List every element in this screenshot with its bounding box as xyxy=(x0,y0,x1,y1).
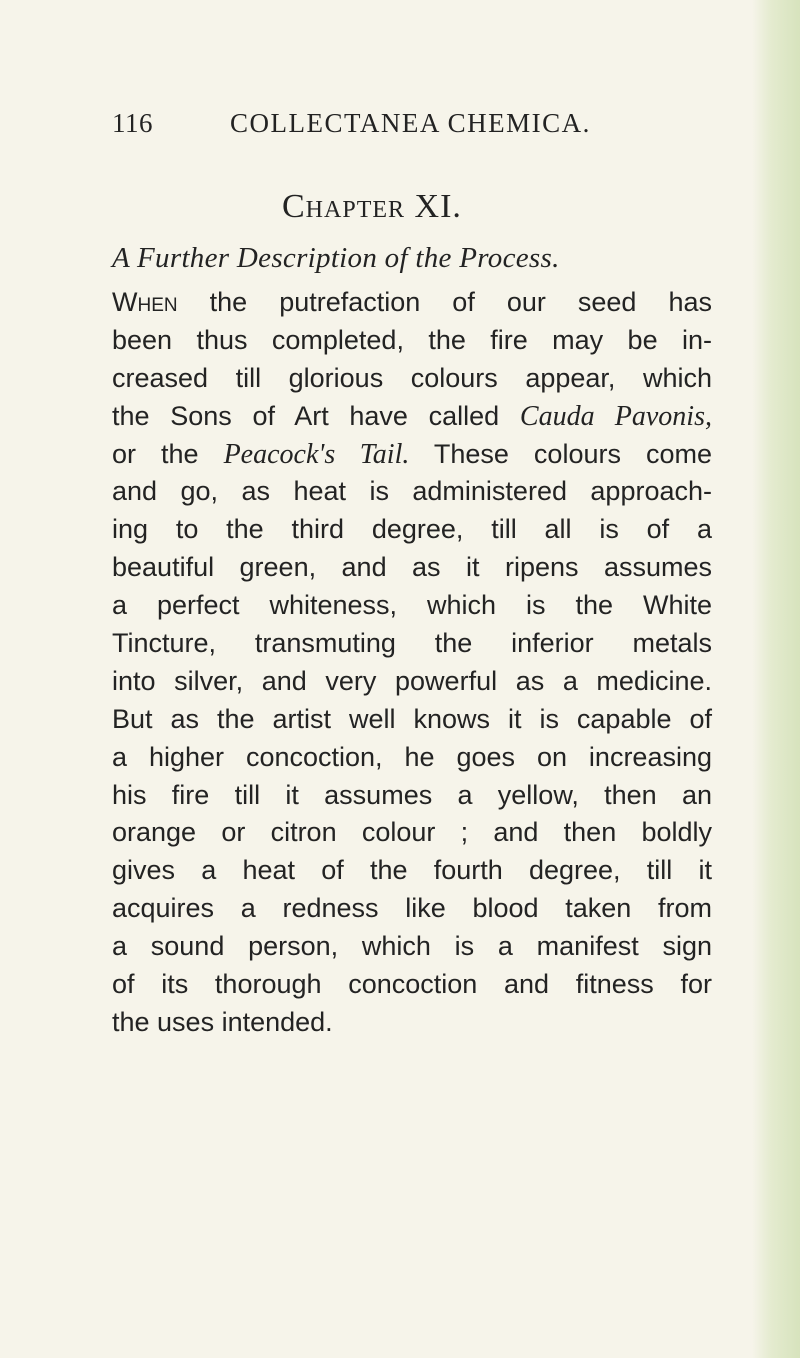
line-text: These colours come xyxy=(409,438,713,469)
text-line: creased till glorious colours appear, which xyxy=(112,362,712,393)
text-line: his fire till it assumes a yellow, then an xyxy=(112,779,712,810)
text-line: been thus completed, the fire may be in- xyxy=(112,324,712,355)
text-line xyxy=(112,398,712,436)
text-line: a perfect whiteness, which is the White xyxy=(112,590,712,621)
line-text: the Sons of Art have called xyxy=(112,400,520,431)
line-text: or the xyxy=(112,438,224,469)
text-line: the uses intended. xyxy=(112,1006,333,1037)
chapter-subtitle: A Further Description of the Process. xyxy=(112,242,560,274)
text-line: a sound person, which is a manifest sign xyxy=(112,931,712,962)
text-line: But as the artist well knows it is capable of xyxy=(112,703,712,734)
text-line: orange or citron colour ; and then boldly xyxy=(112,817,712,848)
body-paragraph xyxy=(112,284,712,1042)
running-title: COLLECTANEA CHEMICA. xyxy=(230,108,591,138)
text-line: and go, as heat is administered approach- xyxy=(112,476,712,507)
text-line: a higher concoction, he goes on increasing xyxy=(112,741,712,772)
english-term: Peacock's Tail. xyxy=(223,438,410,470)
chapter-heading: Chapter XI. xyxy=(282,188,462,225)
text-line xyxy=(112,284,712,322)
page-number: 116 xyxy=(112,108,153,138)
text-line: Tincture, transmuting the inferior metals xyxy=(112,628,712,659)
running-head xyxy=(112,108,591,148)
line-text: the putrefaction of our seed has xyxy=(177,287,712,317)
page-edge xyxy=(752,0,800,1358)
text-line: of its thorough concoction and fitness for xyxy=(112,969,712,1000)
text-line: acquires a redness like blood taken from xyxy=(112,893,712,924)
text-line xyxy=(112,436,712,474)
text-line: beautiful green, and as it ripens assumes xyxy=(112,552,712,583)
drop-word: When xyxy=(112,287,178,317)
text-line: into silver, and very powerful as a medicine. xyxy=(112,665,712,696)
text-line: ing to the third degree, till all is of a xyxy=(112,514,712,545)
latin-term: Cauda Pavonis, xyxy=(519,400,712,432)
text-line: gives a heat of the fourth degree, till it xyxy=(112,855,712,886)
